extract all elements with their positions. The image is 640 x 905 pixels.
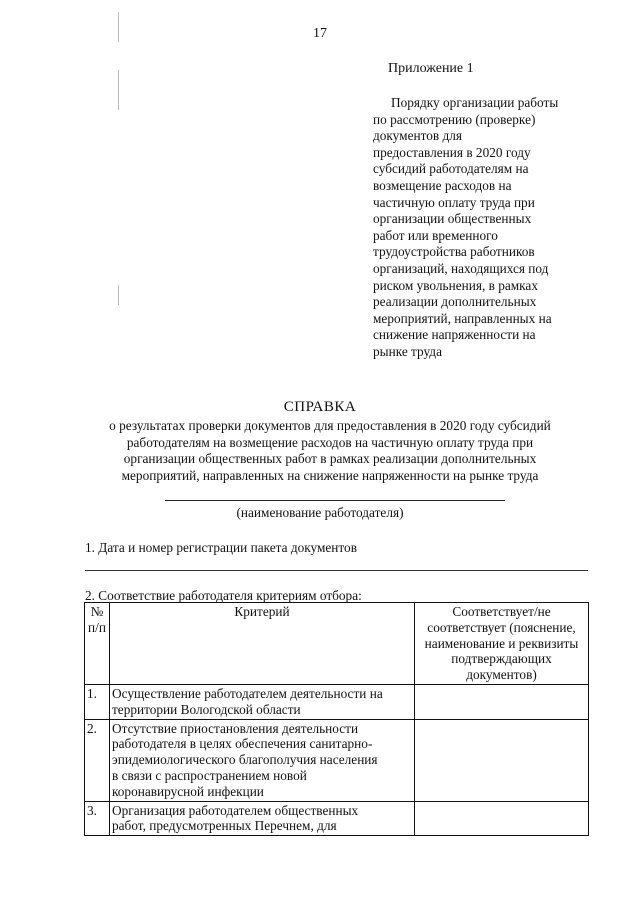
appendix-line: по рассмотрению (проверке) (373, 111, 536, 127)
row-criterion (110, 801, 415, 836)
appendix-title: Приложение 1 (388, 61, 474, 76)
criterion-line: коронавирусной инфекции (112, 783, 264, 799)
appendix-line: риском увольнения, в рамках (373, 277, 538, 293)
row-criterion (110, 684, 415, 719)
criterion-line: работодателя в целях обеспечения санитарно- (112, 736, 373, 752)
appendix-line: субсидий работодателям на (373, 161, 529, 177)
subtitle-line: о результатах проверки документов для предоставления в 2020 году субсидий (109, 418, 551, 433)
criterion-line: эпидемиологического благополучия населения (112, 752, 378, 768)
header-compliance-line: соответствует (пояснение, (427, 619, 576, 635)
header-compliance-line: наименование и реквизиты (424, 635, 579, 651)
appendix-line: организаций, находящихся под (373, 260, 549, 276)
table-header-row (85, 603, 589, 685)
section-2-heading: 2. Соответствие работодателя критериям отбора: (85, 588, 362, 603)
header-num-line: № (90, 604, 104, 619)
header-compliance-line: подтверждающих (451, 651, 552, 667)
table-row (85, 801, 589, 836)
appendix-line: организации общественных (373, 211, 532, 227)
subtitle-line: работодателям на возмещение расходов на частичную оплату труда при (126, 434, 534, 450)
criterion-line: работ, предусмотренных Перечнем, для (112, 818, 337, 834)
row-compliance[interactable] (415, 719, 589, 801)
employer-name-line (165, 500, 505, 501)
scan-mark (118, 285, 119, 305)
criterion-line: Отсутствие приостановления деятельности (112, 720, 359, 736)
criterion-line: в связи с распространением новой (112, 767, 307, 783)
employer-name-caption: (наименование работодателя) (236, 505, 404, 520)
appendix-line: снижение напряженности на (373, 327, 536, 343)
row-num: 1. (85, 684, 110, 719)
appendix-line: мероприятий, направленных на (373, 310, 552, 326)
row-num: 2. (85, 719, 110, 801)
row-criterion (110, 719, 415, 801)
appendix-line: трудоустройства работников (373, 244, 535, 260)
criteria-table (84, 602, 589, 836)
appendix-line: работ или временного (373, 227, 498, 243)
header-criterion: Критерий (110, 603, 415, 685)
appendix-line: предоставления в 2020 году (373, 144, 531, 160)
header-compliance-line: Соответствует/не (452, 604, 551, 619)
appendix-line: рынке труда (373, 343, 442, 359)
criterion-line: Осуществление работодателем деятельности на (112, 685, 383, 701)
row-num: 3. (85, 801, 110, 836)
header-num (85, 603, 110, 685)
appendix-line: документов для (373, 128, 462, 144)
subtitle-line: организации общественных работ в рамках реализации дополнительных (123, 451, 537, 467)
subtitle-line: мероприятий, направленных на снижение напряженности на рынке труда (121, 467, 539, 483)
section-1-fill-line (85, 570, 588, 571)
appendix-line: частичную оплату труда при (373, 194, 535, 210)
page-number: 17 (313, 26, 327, 41)
header-compliance (415, 603, 589, 685)
header-num-line: п/п (88, 619, 106, 635)
table-row (85, 719, 589, 801)
row-compliance[interactable] (415, 684, 589, 719)
scan-mark (118, 70, 119, 110)
appendix-line: Порядку организации работы (391, 95, 559, 110)
appendix-line: возмещение расходов на (373, 177, 512, 193)
section-1-heading: 1. Дата и номер регистрации пакета документов (85, 540, 357, 555)
appendix-body (373, 95, 603, 361)
criterion-line: Организация работодателем общественных (112, 802, 359, 818)
criterion-line: территории Вологодской области (112, 701, 301, 717)
document-subtitle (60, 418, 600, 484)
document-title: СПРАВКА (283, 399, 357, 415)
header-compliance-line: документов) (466, 667, 537, 683)
row-compliance[interactable] (415, 801, 589, 836)
appendix-line: реализации дополнительных (373, 294, 537, 310)
table-row (85, 684, 589, 719)
